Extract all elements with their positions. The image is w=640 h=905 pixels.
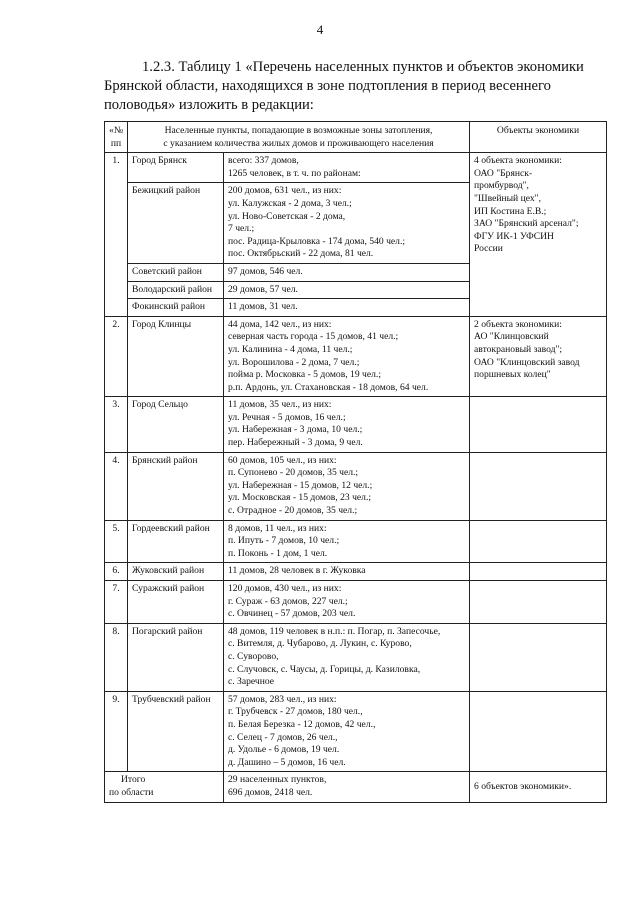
row-info: [224, 316, 470, 397]
row-info: [224, 397, 470, 452]
cell-line: 120 домов, 430 чел., из них:: [228, 583, 342, 594]
cell-line: ФГУ ИК-1 УФСИН: [474, 230, 554, 242]
amendment-heading: [104, 58, 606, 115]
cell-line: д. Дашино – 5 домов, 16 чел.: [228, 756, 346, 768]
cell-line: п. Поконь - 1 дом, 1 чел.: [228, 547, 328, 559]
table-row: [105, 520, 607, 563]
cell-line: 696 домов, 2418 чел.: [228, 786, 313, 798]
row-objects: [470, 397, 607, 452]
cell-line: с. Селец - 7 домов, 26 чел.,: [228, 731, 338, 743]
row-place: Суражский район: [128, 581, 224, 624]
total-label-line: по области: [109, 786, 154, 798]
row-objects: [470, 691, 607, 772]
cell-line: ул. Калужская - 2 дома, 3 чел.;: [228, 197, 352, 209]
row-info: [224, 623, 470, 691]
heading-line: Брянской области, находящихся в зоне подтопления в период весеннего: [104, 78, 551, 94]
cell-line: пос. Радица-Крыловка - 174 дома, 540 чел.;: [228, 235, 406, 247]
header-places-line: с указанием количества жилых домов и проживающего населения: [163, 137, 434, 149]
cell-line: 4 объекта экономики:: [474, 155, 562, 167]
row-number: 8.: [105, 623, 128, 691]
total-label-line: Итого: [121, 774, 146, 786]
cell-line: пер. Набережный - 3 дома, 9 чел.: [228, 437, 363, 449]
row-objects: [470, 563, 607, 581]
row-place: Погарский район: [128, 623, 224, 691]
row-objects: [470, 520, 607, 563]
subrow-info: [224, 299, 470, 317]
page-number: 4: [316, 22, 324, 37]
cell-line: 29 домов, 57 чел.: [228, 283, 298, 295]
subrow-district: Советский район: [128, 263, 224, 281]
row-objects: [470, 581, 607, 624]
table-row: [105, 153, 607, 183]
row-number: 9.: [105, 691, 128, 772]
cell-line: 1265 человек, в т. ч. по районам:: [228, 167, 361, 179]
cell-line: 44 дома, 142 чел., из них:: [228, 318, 332, 330]
cell-line: России: [474, 243, 503, 255]
row-place: Город Брянск: [128, 153, 224, 183]
row-number: 3.: [105, 397, 128, 452]
row-info: [224, 581, 470, 624]
row-objects: [470, 623, 607, 691]
row-place: Гордеевский район: [128, 520, 224, 563]
row-objects: [470, 316, 607, 397]
subrow-info: [224, 281, 470, 299]
cell-line: 48 домов, 119 человек в н.п.: п. Погар, п. Запесочье,: [228, 625, 441, 637]
subrow-info: [224, 263, 470, 281]
table-row: [105, 397, 607, 452]
row-number: 6.: [105, 563, 128, 581]
row-number: 7.: [105, 581, 128, 624]
cell-line: ИП Костина Е.В.;: [474, 205, 547, 217]
row-objects: [470, 153, 607, 317]
table-row: [105, 581, 607, 624]
subrow-info: [224, 183, 470, 264]
heading-line: половодья» изложить в редакции:: [104, 97, 314, 113]
header-num: «№ пп: [105, 122, 128, 153]
cell-line: "Швейный цех",: [474, 192, 541, 204]
cell-line: ул. Калинина - 4 дома, 11 чел.;: [228, 343, 353, 355]
row-objects: [470, 452, 607, 520]
total-label: [105, 772, 224, 802]
header-objects: Объекты экономики: [470, 122, 607, 153]
header-places: [128, 122, 470, 153]
cell-line: 57 домов, 283 чел., из них:: [228, 693, 337, 705]
row-info: [224, 691, 470, 772]
cell-line: автокрановый завод";: [474, 343, 563, 355]
cell-line: ОАО "Клинцовский завод: [474, 356, 580, 368]
row-place: Брянский район: [128, 452, 224, 520]
row-place: Город Клинцы: [128, 316, 224, 397]
cell-line: ул. Ворошилова - 2 дома, 7 чел.;: [228, 356, 360, 368]
subrow-district: Бежицкий район: [128, 183, 224, 264]
table-row: [105, 452, 607, 520]
cell-line: всего: 337 домов,: [228, 155, 299, 167]
cell-line: ул. Речная - 5 домов, 16 чел.;: [228, 411, 346, 423]
row-number: 5.: [105, 520, 128, 563]
row-info: [224, 520, 470, 563]
cell-line: с. Случовск, с. Чаусы, д. Горицы, д. Казиловка,: [228, 663, 421, 675]
cell-line: п. Белая Березка - 12 домов, 42 чел.,: [228, 718, 376, 730]
row-number: 1.: [105, 153, 128, 317]
cell-line: ул. Набережная - 15 домов, 12 чел.;: [228, 479, 373, 491]
heading-line: 1.2.3. Таблицу 1 «Перечень населенных пунктов и объектов экономики: [142, 59, 584, 75]
cell-line: 60 домов, 105 чел., из них:: [228, 454, 337, 466]
cell-line: с. Заречное: [228, 676, 275, 688]
cell-line: 11 домов, 35 чел., из них:: [228, 399, 332, 411]
cell-line: ул. Московская - 15 домов, 23 чел.;: [228, 492, 372, 504]
cell-line: 97 домов, 546 чел.: [228, 265, 303, 277]
row-number: 2.: [105, 316, 128, 397]
settlements-table: [104, 121, 607, 803]
cell-line: с. Витемля, д. Чубарово, д. Лукин, с. Курово,: [228, 638, 412, 650]
cell-line: с. Суворово,: [228, 650, 279, 662]
cell-line: 11 домов, 28 человек в г. Жуковка: [228, 565, 366, 577]
cell-line: 7 чел.;: [228, 223, 255, 235]
cell-line: с. Овчинец - 57 домов, 203 чел.: [228, 608, 356, 620]
cell-line: северная часть города - 15 домов, 41 чел.;: [228, 331, 399, 343]
header-places-line: Населенные пункты, попадающие в возможные зоны затопления,: [164, 125, 433, 136]
row-info: [224, 452, 470, 520]
total-objects: 6 объектов экономики».: [470, 772, 607, 802]
table-row: [105, 691, 607, 772]
table-row: [105, 563, 607, 581]
cell-line: промбурвод",: [474, 180, 529, 192]
total-row: [105, 772, 607, 802]
cell-line: ЗАО "Брянский арсенал";: [474, 218, 579, 230]
cell-line: п. Супонево - 20 домов, 35 чел.;: [228, 467, 359, 479]
subrow-district: Володарский район: [128, 281, 224, 299]
subrow-district: Фокинский район: [128, 299, 224, 317]
cell-line: р.п. Ардонь, ул. Стахановская - 18 домов, 64 чел.: [228, 381, 429, 393]
cell-line: д. Удолье - 6 домов, 19 чел.: [228, 744, 340, 756]
cell-line: 200 домов, 631 чел., из них:: [228, 185, 342, 197]
cell-line: г. Трубчевск - 27 домов, 180 чел.,: [228, 706, 363, 718]
cell-line: АО "Клинцовский: [474, 331, 549, 343]
cell-line: пос. Октябрьский - 22 дома, 81 чел.: [228, 248, 374, 260]
table-row: [105, 316, 607, 397]
table-row: [105, 623, 607, 691]
row-place: Город Сельцо: [128, 397, 224, 452]
cell-line: ул. Набережная - 3 дома, 10 чел.;: [228, 424, 363, 436]
row-place: Жуковский район: [128, 563, 224, 581]
row-place: Трубчевский район: [128, 691, 224, 772]
cell-line: 11 домов, 31 чел.: [228, 301, 298, 313]
table-header-row: [105, 122, 607, 153]
row-number: 4.: [105, 452, 128, 520]
cell-line: г. Сураж - 63 домов, 227 чел.;: [228, 595, 348, 607]
cell-line: поршневых колец": [474, 369, 551, 381]
total-info: [224, 772, 470, 802]
cell-line: 2 объекта экономики:: [474, 318, 562, 330]
cell-line: ул. Ново-Советская - 2 дома,: [228, 210, 346, 222]
cell-line: пойма р. Московка - 5 домов, 19 чел.;: [228, 369, 381, 381]
cell-line: ОАО "Брянск-: [474, 167, 533, 179]
cell-line: 8 домов, 11 чел., из них:: [228, 522, 327, 534]
cell-line: с. Отрадное - 20 домов, 35 чел.;: [228, 505, 358, 517]
row-info: [224, 563, 470, 581]
cell-line: п. Ипуть - 7 домов, 10 чел.;: [228, 535, 340, 547]
cell-line: 29 населенных пунктов,: [228, 774, 327, 786]
row-info: [224, 153, 470, 183]
